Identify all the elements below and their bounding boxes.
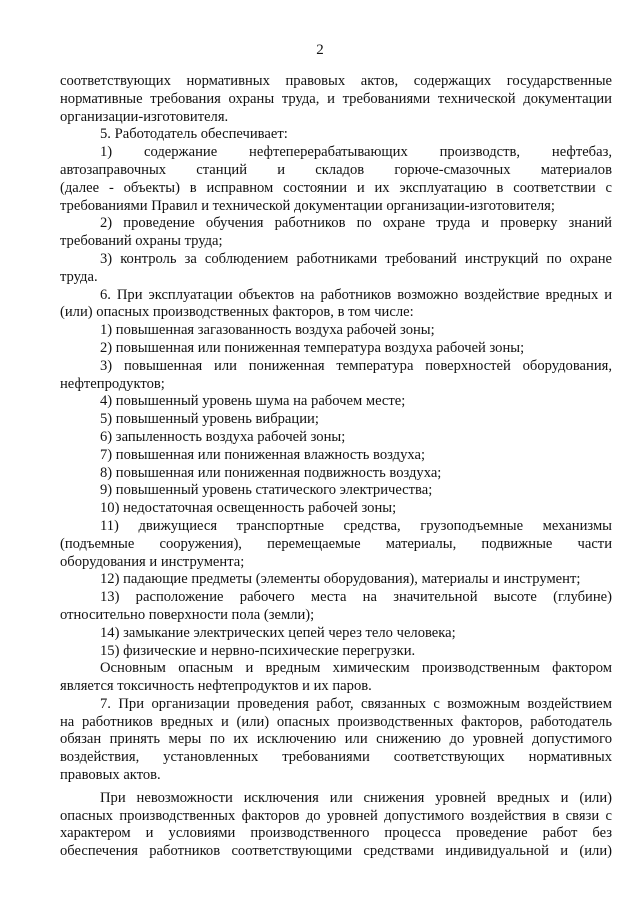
paragraph-line-indented: 3) контроль за соблюдением работниками требований инструкций по охране	[100, 250, 612, 267]
paragraph-line: правовых актов.	[60, 767, 161, 784]
paragraph-line-indented: 5. Работодатель обеспечивает:	[100, 126, 288, 143]
paragraph-line: является токсичность нефтепродуктов и их паров.	[60, 678, 372, 695]
paragraph-line-indented: 7) повышенная или пониженная влажность воздуха;	[100, 446, 426, 463]
paragraph-line: на работников вредных и (или) опасных производственных факторов, работодатель	[60, 713, 612, 730]
paragraph-line: относительно поверхности пола (земли);	[60, 606, 315, 623]
paragraph-line-indented: 1) повышенная загазованность воздуха рабочей зоны;	[100, 322, 435, 339]
paragraph-line-indented: 2) повышенная или пониженная температура воздуха рабочей зоны;	[100, 339, 525, 356]
paragraph-line-indented: 4) повышенный уровень шума на рабочем месте;	[100, 393, 406, 410]
paragraph-line: обеспечения работников соответствующими средствами индивидуальной и (или)	[60, 843, 612, 860]
page-number: 2	[316, 42, 324, 58]
paragraph-line: организации-изготовителя.	[60, 108, 229, 125]
document-body	[60, 73, 612, 861]
paragraph-line-indented: 9) повышенный уровень статического электричества;	[100, 482, 433, 499]
paragraph-line: соответствующих нормативных правовых актов, содержащих государственные	[60, 73, 612, 89]
paragraph-line-indented: 7. При организации проведения работ, связанных с возможным воздействием	[100, 695, 612, 712]
paragraph-line-indented: Основным опасным и вредным химическим производственным фактором	[100, 660, 612, 677]
paragraph-line: характером и условиями производственного процесса проведение работ без	[60, 825, 612, 842]
paragraph-line-indented: 15) физические и нервно-психические перегрузки.	[100, 642, 416, 659]
paragraph-line: нормативные требования охраны труда, и требованиями технической документации	[60, 90, 612, 107]
paragraph-line: оборудования и инструмента;	[60, 553, 245, 570]
paragraph-line: (или) опасных производственных факторов, в том числе:	[60, 304, 414, 321]
paragraph-line: требований охраны труда;	[60, 233, 223, 250]
paragraph-line: опасных производственных факторов до уровней допустимого воздействия в связи с	[60, 807, 612, 824]
paragraph-line: (далее - объекты) в исправном состоянии и их эксплуатацию в соответствии с	[60, 179, 612, 196]
paragraph-line-indented: 14) замыкание электрических цепей через тело человека;	[100, 624, 456, 641]
paragraph-line-indented: 13) расположение рабочего места на значительной высоте (глубине)	[100, 589, 612, 606]
paragraph-line: требованиями Правил и технической документации организации-изготовителя;	[60, 197, 555, 214]
paragraph-line: нефтепродуктов;	[60, 375, 165, 392]
paragraph-line-indented: 2) проведение обучения работников по охране труда и проверку знаний	[100, 215, 612, 232]
paragraph-line-indented: 6. При эксплуатации объектов на работников возможно воздействие вредных и	[100, 286, 612, 303]
paragraph-line: воздействия, установленных требованиями соответствующих нормативных	[60, 749, 612, 766]
paragraph-line-indented: 11) движущиеся транспортные средства, грузоподъемные механизмы	[100, 517, 612, 534]
paragraph-line-indented: 8) повышенная или пониженная подвижность воздуха;	[100, 464, 442, 481]
paragraph-line-indented: 1) содержание нефтеперерабатывающих производств, нефтебаз,	[100, 144, 612, 161]
paragraph-line-indented: 3) повышенная или пониженная температура поверхностей оборудования,	[100, 357, 612, 374]
paragraph-line: труда.	[60, 268, 98, 285]
paragraph-line: автозаправочных станций и складов горюче-смазочных материалов	[60, 161, 612, 178]
paragraph-line-indented: 5) повышенный уровень вибрации;	[100, 411, 319, 428]
paragraph-line-indented: 12) падающие предметы (элементы оборудования), материалы и инструмент;	[100, 571, 581, 588]
paragraph-line: обязан принять меры по их исключению или снижению до уровней допустимого	[60, 731, 612, 748]
paragraph-line-indented: 6) запыленность воздуха рабочей зоны;	[100, 428, 346, 445]
paragraph-line: (подъемные сооружения), перемещаемые материалы, подвижные части	[60, 535, 612, 552]
paragraph-line-indented: 10) недостаточная освещенность рабочей зоны;	[100, 500, 397, 517]
paragraph-line-indented: При невозможности исключения или снижения уровней вредных и (или)	[100, 789, 612, 806]
